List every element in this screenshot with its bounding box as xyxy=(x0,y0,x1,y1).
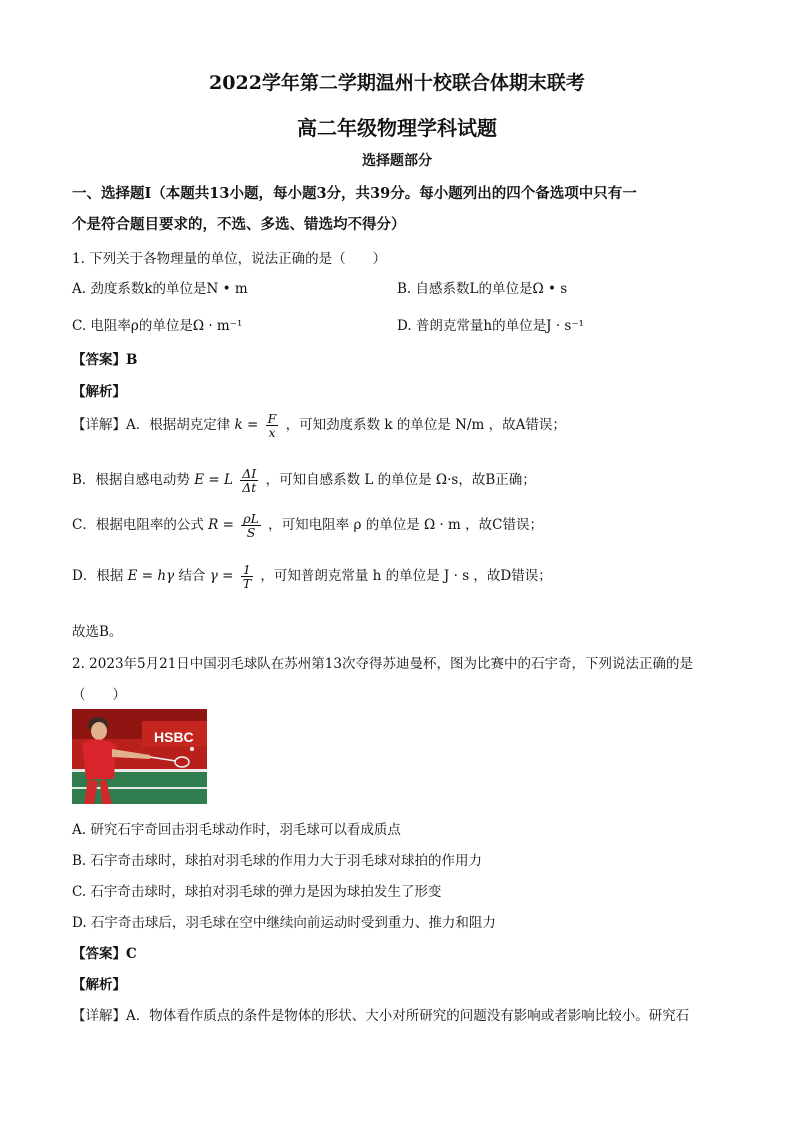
q1-conclusion: 故选B。 xyxy=(72,624,123,640)
badminton-player-photo xyxy=(72,709,207,804)
denominator: T xyxy=(242,576,252,592)
denominator: S xyxy=(246,525,256,541)
equation-lhs: k = xyxy=(234,417,259,434)
fraction xyxy=(241,563,253,590)
q2-analysis-label: 【解析】 xyxy=(72,977,126,993)
fraction xyxy=(240,467,258,494)
q2-option-c: C. 石宇奇击球时，球拍对羽毛球的弹力是因为球拍发生了形变 xyxy=(72,884,442,900)
equation: E = hγ xyxy=(127,568,175,585)
q1-option-b: B. 自感系数L的单位是Ω • s xyxy=(397,281,568,297)
denominator: Δt xyxy=(242,480,257,496)
detail-text: ，可知电阻率 ρ 的单位是 Ω · m ，故C错误； xyxy=(268,517,543,534)
q1-stem: 1. 下列关于各物理量的单位，说法正确的是（ ） xyxy=(72,251,387,267)
q2-stem: 2. 2023年5月21日中国羽毛球队在苏州第13次夺得苏迪曼杯，图为比赛中的石宇奇，下列说法正确的是 xyxy=(72,656,693,672)
q2-stem-paren: （ ） xyxy=(72,687,126,703)
detail-text: C．根据电阻率的公式 xyxy=(72,517,204,534)
q2-option-d: D. 石宇奇击球后，羽毛球在空中继续向前运动时受到重力、推力和阻力 xyxy=(72,915,496,931)
detail-text: 【详解】A．根据胡克定律 xyxy=(72,417,231,434)
detail-text: ，可知劲度系数 k 的单位是 N/m ，故A错误； xyxy=(285,417,566,434)
numerator: ρL xyxy=(243,511,259,526)
equation-lhs: R = xyxy=(208,517,234,534)
q2-option-a: A. 研究石宇奇回击羽毛球动作时，羽毛球可以看成质点 xyxy=(72,822,401,838)
sponsor-banner-text: HSBC xyxy=(154,729,194,745)
equation-lhs: γ = xyxy=(209,568,234,585)
q1-answer: 【答案】B xyxy=(72,352,138,368)
q1-analysis-label: 【解析】 xyxy=(72,384,126,400)
q1-option-a: A. 劲度系数k的单位是N • m xyxy=(72,281,248,297)
numerator: F xyxy=(267,411,277,426)
detail-text: B．根据自感电动势 xyxy=(72,472,190,489)
equation-lhs: E = L xyxy=(194,472,233,489)
q2-detail: 【详解】A．物体看作质点的条件是物体的形状、大小对所研究的问题没有影响或者影响比较小。研究石 xyxy=(72,1008,690,1024)
q1-detail-b xyxy=(72,467,536,494)
fraction xyxy=(266,412,279,439)
detail-text: ，可知自感系数 L 的单位是 Ω·s，故B正确； xyxy=(265,472,536,489)
section-heading: 选择题部分 xyxy=(362,153,432,169)
q1-detail-d xyxy=(72,563,552,590)
q1-option-c: C. 电阻率ρ的单位是Ω · m⁻¹ xyxy=(72,318,243,334)
exam-subtitle: 高二年级物理学科试题 xyxy=(297,116,497,140)
numerator: ΔI xyxy=(240,467,258,481)
q2-option-b: B. 石宇奇击球时，球拍对羽毛球的作用力大于羽毛球对球拍的作用力 xyxy=(72,853,483,869)
detail-text: ，可知普朗克常量 h 的单位是 J · s ，故D错误； xyxy=(260,568,552,585)
instructions-line-2: 个是符合题目要求的，不选、多选、错选均不得分） xyxy=(72,216,406,233)
denominator: x xyxy=(268,425,276,441)
detail-text: D．根据 xyxy=(72,568,124,585)
exam-title: 2022学年第二学期温州十校联合体期末联考 xyxy=(209,72,585,94)
q2-answer: 【答案】C xyxy=(72,946,137,962)
fraction xyxy=(241,512,261,539)
numerator: 1 xyxy=(241,563,253,577)
q1-detail-a xyxy=(72,412,566,439)
q1-detail-c xyxy=(72,512,543,539)
instructions-line-1: 一、选择题Ⅰ（本题共13小题，每小题3分，共39分。每小题列出的四个备选项中只有一 xyxy=(72,185,637,202)
q1-option-d: D. 普朗克常量h的单位是J · s⁻¹ xyxy=(397,318,584,334)
detail-text: 结合 xyxy=(178,568,206,585)
